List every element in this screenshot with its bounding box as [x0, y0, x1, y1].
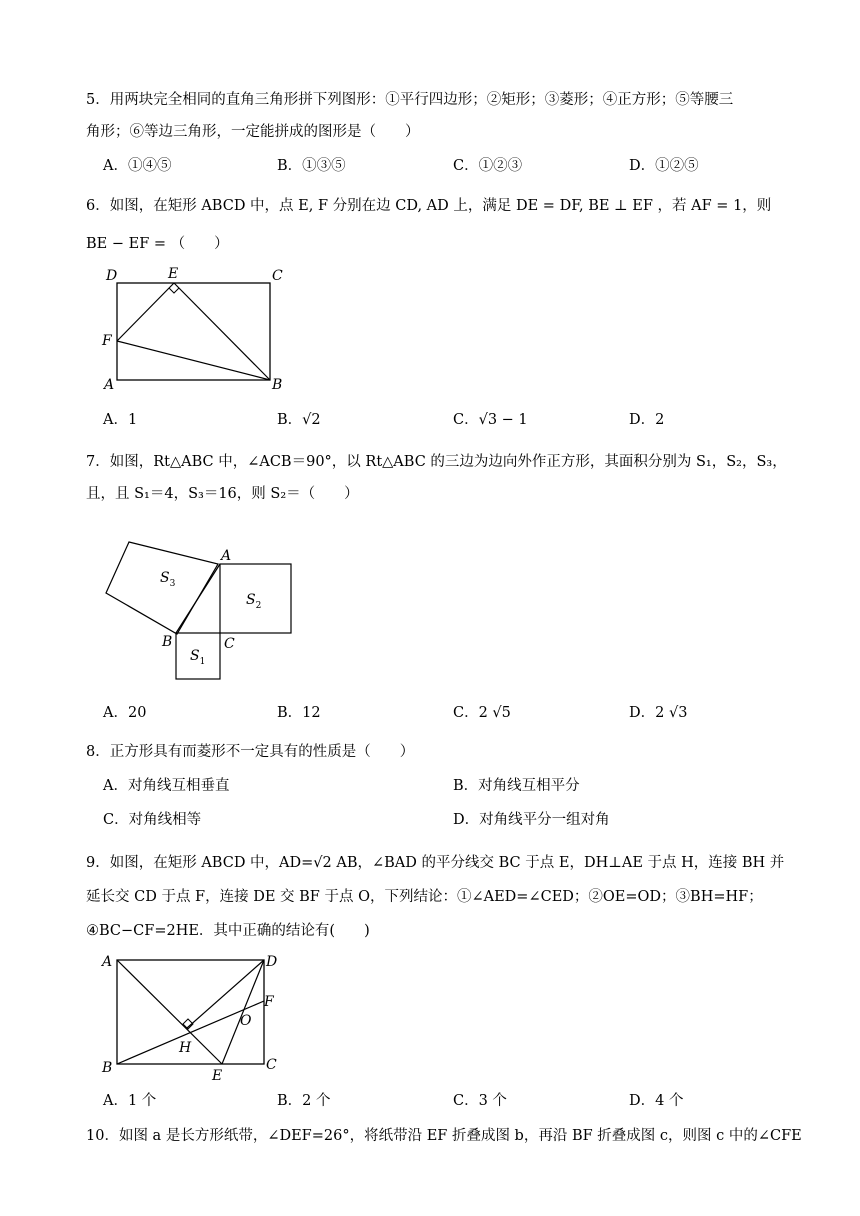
- q6-stem-line1: 6．如图，在矩形 ABCD 中，点 E, F 分别在边 CD, AD 上，满足 DE = DF, BE ⊥ EF ，若 AF = 1，则: [86, 198, 772, 214]
- q7-label-c: C: [224, 636, 235, 652]
- q7-squares-figure: [96, 542, 302, 684]
- q6-segment-fb: [117, 341, 270, 380]
- q6-options: [103, 409, 823, 431]
- q7-label-s3: $S_3$: [160, 570, 176, 589]
- q6-right-angle-mark: [169, 288, 179, 293]
- q5-option-c[interactable]: C．①②③: [453, 158, 523, 174]
- q8-options-row1: [103, 775, 823, 797]
- q5-stem-line2: 角形；⑥等边三角形，一定能拼成的图形是（ ）: [86, 124, 420, 140]
- q6-option-a[interactable]: A．1: [103, 412, 138, 428]
- q7-stem-line2: 且，且 S₁＝4，S₃＝16，则 S₂＝（ ）: [86, 486, 359, 502]
- q7-options: [103, 702, 823, 724]
- q7-hypotenuse-ab: [176, 564, 220, 633]
- q9-stem-line3: ④BC−CF=2HE．其中正确的结论有( ): [86, 923, 370, 939]
- q6-option-d[interactable]: D．2: [629, 412, 665, 428]
- q5-option-d[interactable]: D．①②⑤: [629, 158, 699, 174]
- q6-option-b[interactable]: B．√2: [277, 412, 321, 428]
- q9-option-a[interactable]: A．1 个: [103, 1093, 157, 1109]
- q5-option-b[interactable]: B．①③⑤: [277, 158, 346, 174]
- q8-option-d[interactable]: D．对角线平分一组对角: [453, 812, 610, 828]
- q5-options: [103, 155, 823, 177]
- q6-rectangle-figure: [96, 262, 296, 394]
- q7-label-b: B: [162, 634, 173, 650]
- q9-label-a: A: [102, 954, 113, 970]
- q6-segment-eb: [174, 283, 270, 380]
- q9-label-o: O: [240, 1013, 252, 1029]
- q7-option-d[interactable]: D．2 √3: [629, 705, 688, 721]
- q6-rectangle: [117, 283, 270, 380]
- q9-label-c: C: [266, 1057, 277, 1073]
- q6-label-b: B: [272, 377, 283, 393]
- q9-rectangle-figure: [96, 948, 296, 1084]
- q7-option-a[interactable]: A．20: [103, 705, 147, 721]
- q5-stem-line1: 5．用两块完全相同的直角三角形拼下列图形：①平行四边形；②矩形；③菱形；④正方形；⑤等腰三: [86, 92, 734, 108]
- q9-stem-line1: 9．如图，在矩形 ABCD 中，AD=√2 AB，∠BAD 的平分线交 BC 于点 E，DH⊥AE 于点 H，连接 BH 并: [86, 855, 785, 871]
- q10-stem-line1: 10．如图 a 是长方形纸带，∠DEF=26°，将纸带沿 EF 折叠成图 b，再沿 BF 折叠成图 c，则图 c 中的∠CFE: [86, 1128, 802, 1144]
- q5-option-a[interactable]: A．①④⑤: [103, 158, 172, 174]
- q9-segment-ae: [117, 960, 222, 1064]
- q9-option-c[interactable]: C．3 个: [453, 1093, 507, 1109]
- q6-label-d: D: [106, 268, 118, 284]
- q9-label-b: B: [102, 1060, 113, 1076]
- q6-label-a: A: [104, 377, 115, 393]
- q9-label-d: D: [266, 954, 278, 970]
- q6-option-c[interactable]: C．√3 − 1: [453, 412, 528, 428]
- q9-stem-line2: 延长交 CD 于点 F，连接 DE 交 BF 于点 O，下列结论：①∠AED=∠CED；②OE=OD；③BH=HF；: [86, 889, 763, 905]
- q8-stem-line1: 8．正方形具有而菱形不一定具有的性质是（ ）: [86, 744, 415, 760]
- q9-label-f: F: [264, 994, 274, 1010]
- q8-option-a[interactable]: A．对角线互相垂直: [103, 778, 230, 794]
- q7-option-c[interactable]: C．2 √5: [453, 705, 511, 721]
- q7-stem-line1: 7．如图，Rt△ABC 中，∠ACB＝90°，以 Rt△ABC 的三边为边向外作正方形，其面积分别为 S₁，S₂，S₃，: [86, 454, 787, 470]
- q6-label-e: E: [168, 266, 179, 282]
- q6-label-f: F: [102, 333, 112, 349]
- q8-options-row2: [103, 809, 823, 831]
- q9-options: [103, 1090, 823, 1112]
- q6-stem-line2: BE − EF = （ ）: [86, 236, 229, 252]
- q8-option-c[interactable]: C．对角线相等: [103, 812, 202, 828]
- q8-option-b[interactable]: B．对角线互相平分: [453, 778, 580, 794]
- q6-segment-fe: [117, 283, 174, 341]
- q9-option-b[interactable]: B．2 个: [277, 1093, 331, 1109]
- q6-label-c: C: [272, 268, 283, 284]
- q7-label-s1: $S_1$: [190, 648, 206, 667]
- q7-label-a: A: [221, 548, 232, 564]
- q9-segment-de: [222, 960, 264, 1064]
- q7-label-s2: $S_2$: [246, 592, 262, 611]
- q9-label-h: H: [179, 1040, 192, 1056]
- q7-square-s3: [106, 542, 218, 634]
- q9-option-d[interactable]: D．4 个: [629, 1093, 684, 1109]
- q7-option-b[interactable]: B．12: [277, 705, 321, 721]
- q9-label-e: E: [212, 1068, 223, 1084]
